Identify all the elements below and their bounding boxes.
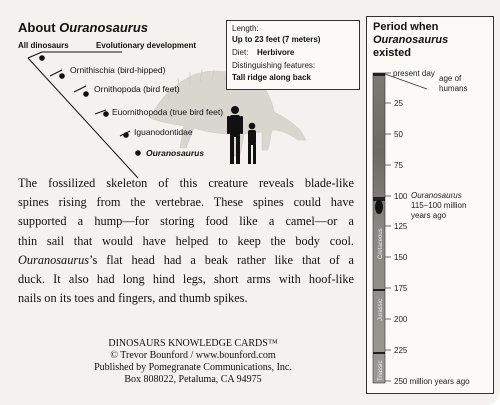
address-line: Box 808022, Petaluma, CA 94975 [124, 374, 262, 385]
marker-suffix: years ago [411, 211, 447, 220]
features-value: Tall ridge along back [232, 73, 311, 82]
period-label-jurassic: Jurassic [378, 298, 384, 321]
facts-box [226, 20, 360, 90]
card-title: About Ouranosaurus [18, 20, 149, 35]
tick-label-100: 100 [394, 192, 408, 201]
tree-group-1: Ornithischia (bird-hipped) [70, 65, 166, 75]
tree-group-3: Euornithopoda (true bird feet) [112, 107, 224, 117]
dinosaur-name-inline: Ouranosaurus [18, 252, 90, 267]
dinosaur-name: Ouranosaurus [59, 20, 149, 35]
tick-label-150: 150 [394, 253, 408, 262]
publisher-footer [50, 338, 336, 386]
humans-label-2: humans [439, 84, 468, 93]
period-title: Period when Ouranosaurus existed [373, 21, 449, 59]
tick-label-25: 25 [394, 99, 403, 108]
tree-header-right: Evolutionary development [96, 41, 197, 50]
features-label: Distinguishing features: [232, 61, 316, 70]
tick-label-250: 250 million years ago [394, 377, 470, 386]
period-label-triassic: Triassic [378, 360, 384, 381]
tick-label-225: 225 [394, 346, 408, 355]
tree-group-2: Ornithopoda (bird feet) [94, 84, 180, 94]
length-value: Up to 23 feet (7 meters) [232, 35, 321, 44]
publisher-line: Published by Pomegranate Communications, Inc. [94, 362, 292, 373]
timeline-bar [373, 73, 385, 383]
diet-label: Diet: [232, 48, 249, 57]
marker-name: Ouranosaurus [411, 191, 462, 200]
ouranosaurus-time-marker [375, 200, 383, 214]
description-text: The fossilized skeleton of this creature reveals blade-like spines rising from the vertebrae. These spines could have supported a hump—for storing food like a camel—or a thin sail that would have helped to keep the body cool. Ouranosaurus’s flat head had a beak rather like that of a duck. It also had long hind legs, short arms with hoof-like nails on its toes and fingers, and thumb spikes. [18, 176, 354, 306]
present-day-label: present day [393, 69, 435, 78]
tick-label-50: 50 [394, 130, 403, 139]
diet-value: Herbivore [257, 48, 295, 57]
tree-group-5: Ouranosaurus [146, 148, 205, 158]
tick-label-75: 75 [394, 161, 403, 170]
tree-header-left: All dinosaurs [18, 41, 69, 50]
tick-label-125: 125 [394, 222, 408, 231]
humans-label-1: age of [439, 74, 462, 83]
series-name: DINOSAURS KNOWLEDGE CARDS™ [108, 338, 278, 349]
period-timeline-box [366, 16, 494, 394]
length-label: Length: [232, 24, 259, 33]
tree-group-4: Iguanodontidae [134, 127, 193, 137]
geologic-timeline [367, 17, 493, 393]
tick-label-200: 200 [394, 315, 408, 324]
copyright-line: © Trevor Bounford / www.bounford.com [110, 350, 276, 361]
tick-label-175: 175 [394, 284, 408, 293]
marker-range: 115–100 million [411, 201, 467, 210]
period-label-cretaceous: Cretaceous [378, 228, 384, 259]
